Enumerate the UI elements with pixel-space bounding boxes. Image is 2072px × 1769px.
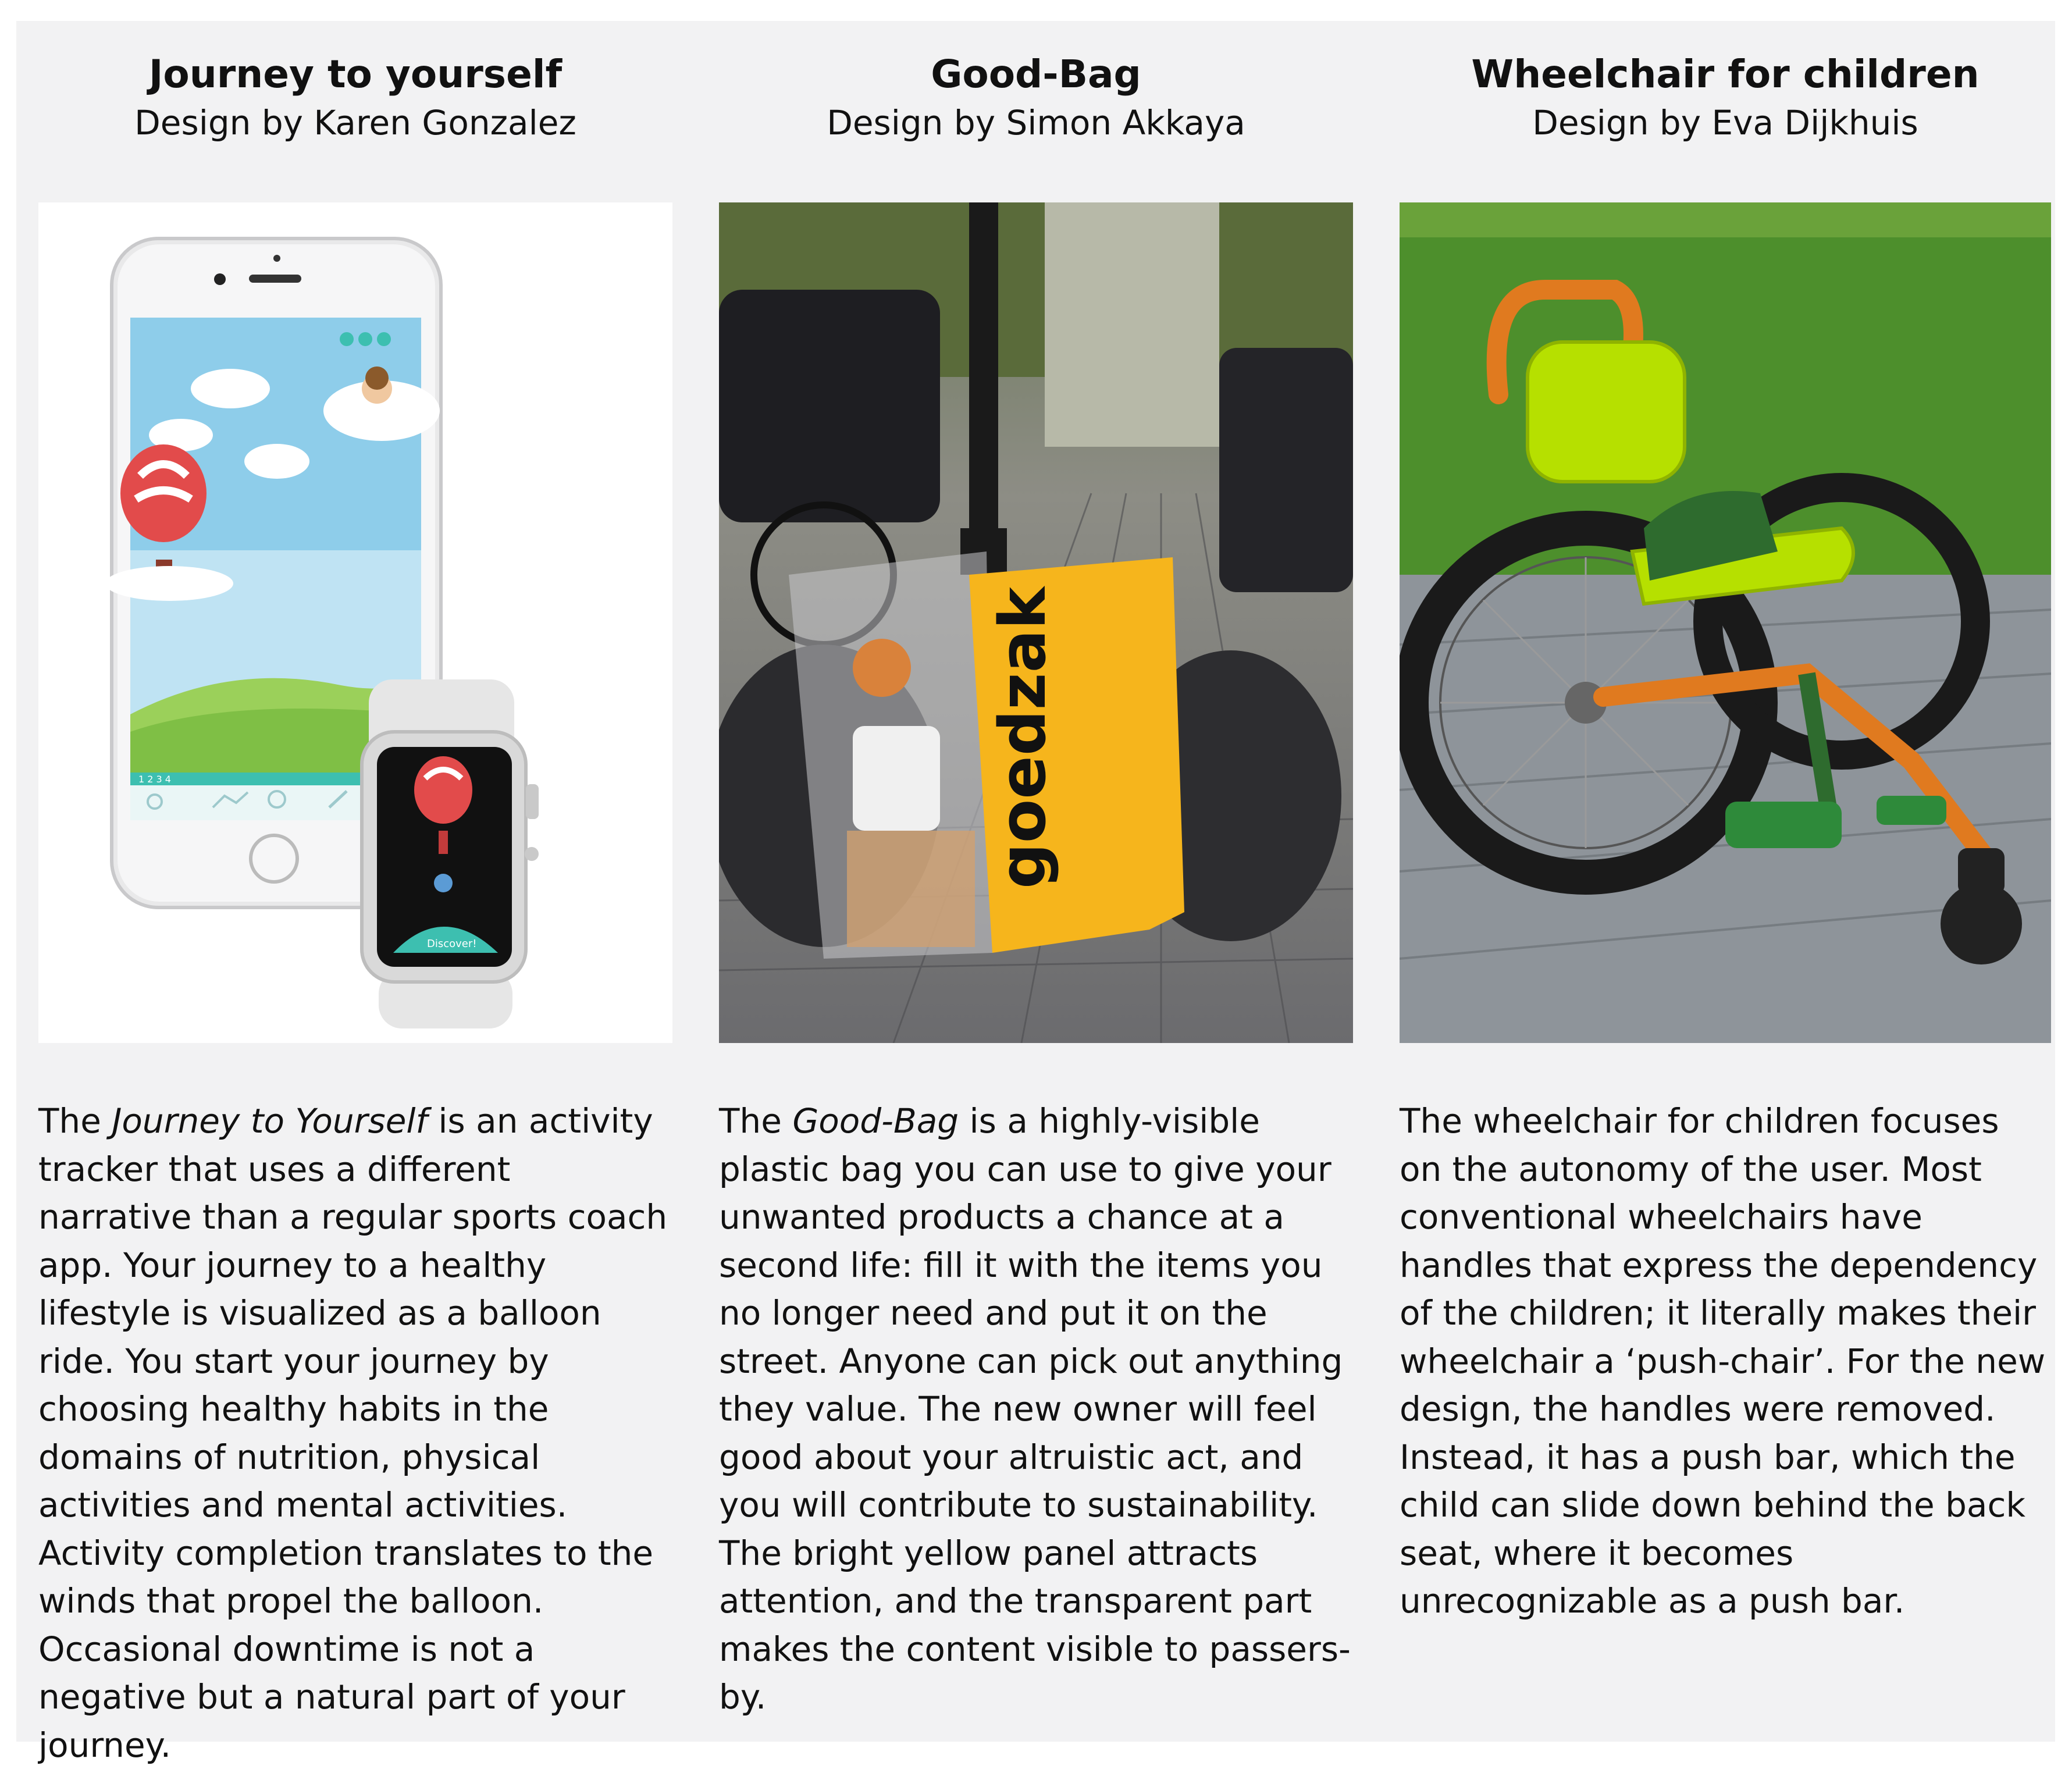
column-description (1400, 1097, 2051, 1625)
lamp-post-icon (969, 202, 998, 551)
smartphone-watch-illustration (38, 202, 672, 1043)
street-bag-illustration (719, 202, 1353, 1043)
wheelchair-illustration (1400, 202, 2051, 1043)
watch-discover-label: Discover! (427, 938, 477, 950)
column-description (719, 1097, 1353, 1721)
good-bag-photo (719, 202, 1353, 1043)
desc-text: The (38, 1101, 112, 1141)
column-title: Good-Bag (931, 52, 1141, 97)
wheelchair-photo (1400, 202, 2051, 1043)
column-journey (38, 21, 672, 1765)
figure-panel (16, 21, 2055, 1765)
column-byline: Design by Karen Gonzalez (134, 103, 576, 143)
column-title: Wheelchair for children (1471, 52, 1980, 97)
level-numbers: 1 2 3 4 (138, 774, 171, 785)
desc-text: The wheelchair for children focuses on the autonomy of the user. Most conventional wheelchairs have handles that express the dependency of the children; it literally makes their wheelchair a ‘push-chair’. For the new design, the handles were removed. Instead, it has a push bar, which the child can slide down behind the back seat, where it becomes unrecognizable as a push bar. (1400, 1101, 2046, 1621)
column-wheelchair (1400, 21, 2051, 1621)
desc-emphasis: Journey to Yourself (112, 1101, 428, 1141)
desc-text: is a highly-visible plastic bag you can use to give your unwanted products a chance at a second life: fill it with the items you no longer need and put it on the street. Anyone can pick out anything they value. The new owner will feel good about your altruistic act, and you will contribute to sustainability. The bright yellow panel attracts attention, and the transparent part makes the content visible to passers-by. (719, 1101, 1351, 1717)
column-description (38, 1097, 672, 1769)
smartwatch-icon (362, 679, 539, 1028)
desc-emphasis: Good-Bag (792, 1101, 959, 1141)
column-title: Journey to yourself (148, 52, 562, 97)
column-byline: Design by Simon Akkaya (827, 103, 1245, 143)
column-good-bag (719, 21, 1353, 1717)
car-icon (719, 290, 940, 522)
goedzak-logo: goedzak (985, 586, 1060, 889)
desc-text: is an activity tracker that uses a different narrative than a regular sports coach app. Your journey to a healthy lifestyle is visualized as a balloon ride. You start your journey by choosing healthy habits in the domains of nutrition, physical activities and mental activities. Activity completion translates to the winds that propel the balloon. Occasional downtime is not a negative but a natural part of your journey. (38, 1101, 668, 1765)
column-byline: Design by Eva Dijkhuis (1532, 103, 1918, 143)
journey-image (38, 202, 672, 1043)
desc-text: The (719, 1101, 793, 1141)
